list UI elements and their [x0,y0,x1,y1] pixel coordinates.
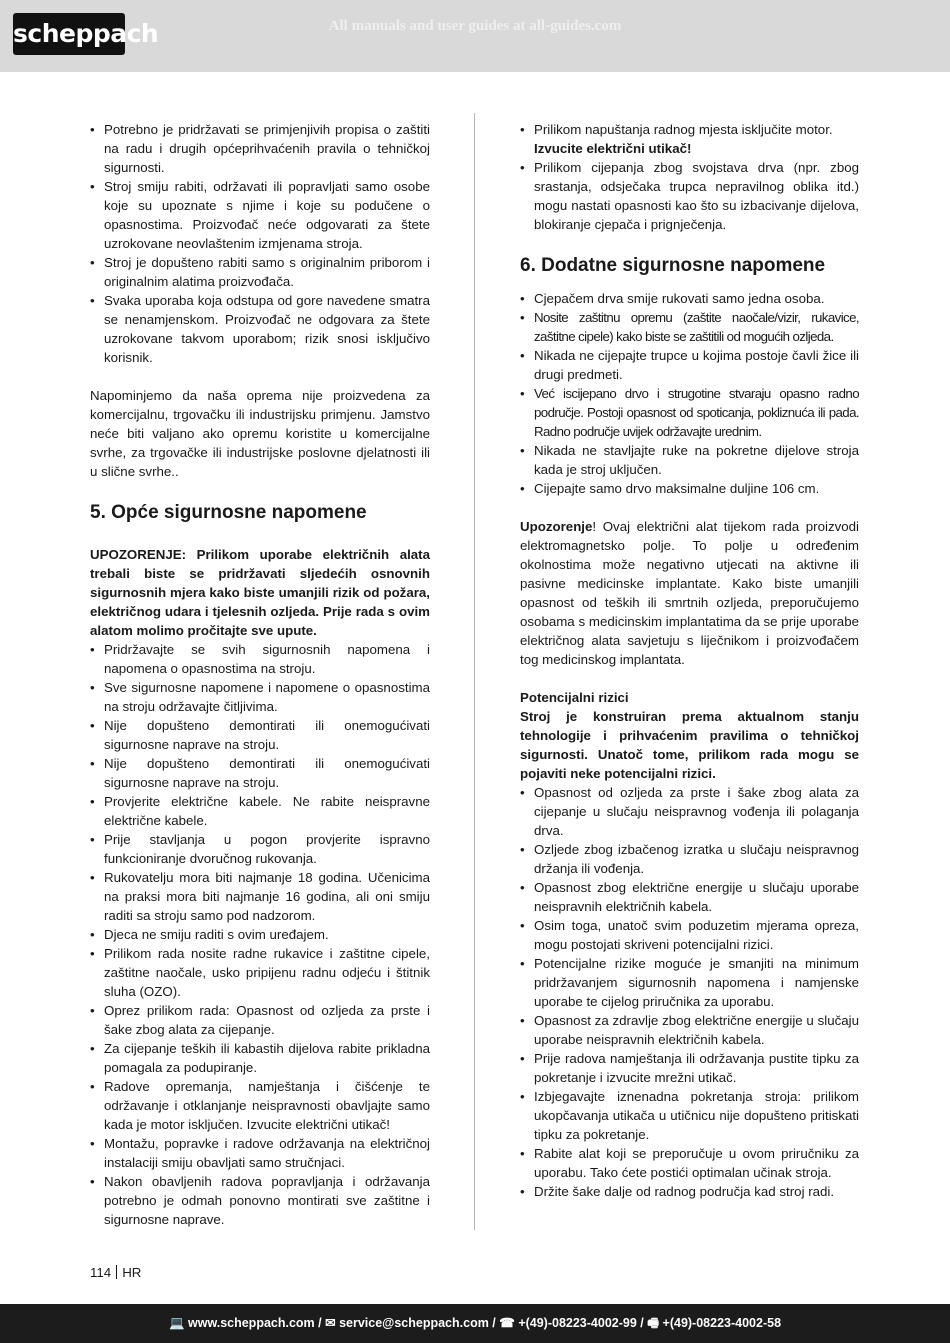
scheppach-logo: scheppach [13,13,125,55]
email-icon: ✉ [325,1316,336,1330]
phone-icon: ☎ [499,1316,515,1330]
continued-list [520,120,859,234]
safety-list [90,640,430,1229]
list-item: • Rabite alat koji se preporučuje u ovom priručniku za uporabu. Tako ćete postići optimalan učinak stroja. [520,1144,859,1182]
list-item: • Rukovatelju mora biti najmanje 18 godina. Učenicima na praksi mora biti najmanje 16 godina, ali oni smiju raditi sa stroju samo pod nadzorom. [90,868,430,925]
list-item: • Nije dopušteno demontirati ili onemogućivati sigurnosne naprave na stroju. [90,754,430,792]
website-link[interactable]: www.scheppach.com [188,1316,315,1330]
header-bar [0,0,950,72]
column-divider [474,113,475,1230]
list-item: • Opasnost za zdravlje zbog električne energije u slučaju uporabe neispravnih električnih kabela. [520,1011,859,1049]
additional-safety-list [520,289,859,498]
list-item: • Nikada ne cijepajte trupce u kojima postoje čavli žice ili drugi predmeti. [520,346,859,384]
fax-icon: 🖷 [647,1316,660,1330]
footer-bar [0,1304,950,1343]
list-item: • Za cijepanje teških ili kabastih dijelova rabite prikladna pomagala za podupiranje. [90,1039,430,1077]
list-item: • Cijepajte samo drvo maksimalne duljine 106 cm. [520,479,859,498]
right-column [520,120,859,1201]
page-number-separator [116,1265,117,1279]
list-item: • Nije dopušteno demontirati ili onemogućivati sigurnosne naprave na stroju. [90,716,430,754]
warning-paragraph: UPOZORENJE: Prilikom uporabe električnih alata trebali biste se pridržavati sljedećih osnovnih sigurnosnih mjera kako biste umanjili rizik od požara, električnog udara i tjelesnih ozljeda. Prije rada s ovim alatom molimo pročitajte sve upute. [90,547,430,638]
list-item: • Svaka uporaba koja odstupa od gore navedene smatra se nenamjenskom. Proizvođač ne odgovara za štete uzrokovane takvom uporabom; rizik snosi isključivo korisnik. [90,291,430,367]
page-number-value: 114 [90,1265,112,1280]
list-item: • Nikada ne stavljajte ruke na pokretne dijelove stroja kada je stroj uključen. [520,441,859,479]
list-item: • Ozljede zbog izbačenog izratka u slučaju neispravnog držanja ili vođenja. [520,840,859,878]
list-item-bold: Izvucite električni utikač! [534,141,692,156]
list-item: • Opasnost zbog električne energije u slučaju uporabe neispravnih električnih kabela. [520,878,859,916]
list-item: • Stroj je dopušteno rabiti samo s originalnim priborom i originalnim alatima proizvođača. [90,253,430,291]
risks-title: Potencijalni rizici [520,690,629,705]
commercial-use-note: Napominjemo da naša oprema nije proizvedena za komercijalnu, trgovačku ili industrijsku primjenu. Jamstvo neće biti valjano ako opremu koristite u komercijalne svrhe, za trgovačke ili industrijske poslovne djelatnosti ili u slične svrhe.. [90,388,430,479]
list-item: • Držite šake dalje od radnog područja kad stroj radi. [520,1182,859,1201]
list-item: • Djeca ne smiju raditi s ovim uređajem. [90,925,430,944]
risks-intro: Stroj je konstruiran prema aktualnom stanju tehnologije i prihvaćenim pravilima o tehničkoj sigurnosti. Unatoč tome, prilikom rada mogu se pojaviti neke potencijalni rizici. [520,709,859,781]
list-item: • Nakon obavljenih radova popravljanja i održavanja potrebno je odmah ponovno montirati sve zaštitne i sigurnosne naprave. [90,1172,430,1229]
left-column [90,120,430,1229]
list-item: • Pridržavajte se svih sigurnosnih napomena i napomena o opasnostima na stroju. [90,640,430,678]
risks-list [520,783,859,1201]
list-item: • Potencijalne rizike moguće je smanjiti na minimum pridržavanjem sigurnosnih napomena i namjenske uporabe te cijelog priručnika za uporabu. [520,954,859,1011]
list-item: • Sve sigurnosne napomene i napomene o opasnostima na stroju održavajte čitljivima. [90,678,430,716]
list-item: • Prije stavljanja u pogon provjerite ispravno funkcioniranje dvoručnog rukovanja. [90,830,430,868]
list-item-text: Prilikom napuštanja radnog mjesta isključite motor. [534,122,833,137]
warning-label: Upozorenje [520,519,593,534]
list-item: • Provjerite električne kabele. Ne rabite neispravne električne kabele. [90,792,430,830]
email-link[interactable]: service@scheppach.com [339,1316,489,1330]
list-item: • Već iscijepano drvo i strugotine stvaraju opasno radno područje. Postoji opasnost od spoticanja, pokliznuća ili pada. Radno područje uvijek održavajte urednim. [520,384,859,441]
list-item [520,120,859,158]
list-item: • Prilikom rada nosite radne rukavice i zaštitne cipele, zaštitne naočale, usko pripijenu radnu odjeću i štitnik sluha (OZO). [90,944,430,1001]
list-item: • Nosite zaštitnu opremu (zaštite naočale/vizir, rukavice, zaštitne cipele) kako biste se zaštitili od mogućih ozljeda. [520,308,859,346]
footer-separator: / [314,1316,326,1330]
footer-separator: / [636,1316,648,1330]
section-6-title: 6. Dodatne sigurnosne napomene [520,255,826,276]
section-5-title: 5. Opće sigurnosne napomene [90,502,367,523]
emf-warning [520,517,859,669]
watermark: All manuals and user guides at all-guides.com [328,18,622,34]
list-item: • Radove opremanja, namještanja i čišćenje te održavanje i otklanjanje neispravnosti obavljajte samo kada je motor isključen. Izvucite električni utikač! [90,1077,430,1134]
footer-separator: / [488,1316,500,1330]
list-item: • Potrebno je pridržavati se primjenjivih propisa o zaštiti na radu i drugih općeprihvaćenih pravila o tehničkoj sigurnosti. [90,120,430,177]
list-item: • Oprez prilikom rada: Opasnost od ozljeda za prste i šake zbog alata za cijepanje. [90,1001,430,1039]
list-item: • Cjepačem drva smije rukovati samo jedna osoba. [520,289,859,308]
warning-text: ! Ovaj električni alat tijekom rada proizvodi elektromagnetsko polje. To polje u određenim okolnostima može negativno utjecati na aktivne ili pasivne medicinske implantate. Kako biste umanjili opasnost od teških ili smrtnih ozljeda, preporučujemo osobama s medicinskim implantatima da se prije uporabe električnog alata savjetuju s liječnikom i proizvođačem tog medicinskog implantata. [520,519,859,667]
list-item: • Prije radova namještanja ili održavanja pustite tipku za pokretanje i izvucite mrežni utikač. [520,1049,859,1087]
list-item: • Izbjegavajte iznenadna pokretanja stroja: prilikom ukopčavanja utikača u utičnicu nije dopušteno pritiskati tipku za pokretanje. [520,1087,859,1144]
page-number [90,1265,141,1280]
list-item: • Montažu, popravke i radove održavanja na električnoj instalaciji smiju obavljati samo stručnjaci. [90,1134,430,1172]
language-code: HR [122,1265,142,1280]
list-item: • Stroj smiju rabiti, održavati ili popravljati samo osobe koje su upoznate s njime i koje su podučene o opasnostima. Proizvođač neće odgovarati za štete uzrokovane neovlaštenim izmjenama stroja. [90,177,430,253]
fax-number: +(49)-08223-4002-58 [662,1316,782,1330]
list-item: • Prilikom cijepanja zbog svojstava drva (npr. zbog srastanja, odsječaka trupca nepravilnog oblika itd.) mogu nastati opasnosti kao što su izbacivanje dijelova, blokiranje cjepača i prignječenja. [520,158,859,234]
intro-list [90,120,430,367]
list-item: • Opasnost od ozljeda za prste i šake zbog alata za cijepanje u slučaju neispravnog vođenja ili polaganja drva. [520,783,859,840]
list-item: • Osim toga, unatoč svim poduzetim mjerama opreza, mogu postojati skriveni potencijalni rizici. [520,916,859,954]
phone-number: +(49)-08223-4002-99 [518,1316,637,1330]
computer-icon: 💻 [168,1316,185,1330]
